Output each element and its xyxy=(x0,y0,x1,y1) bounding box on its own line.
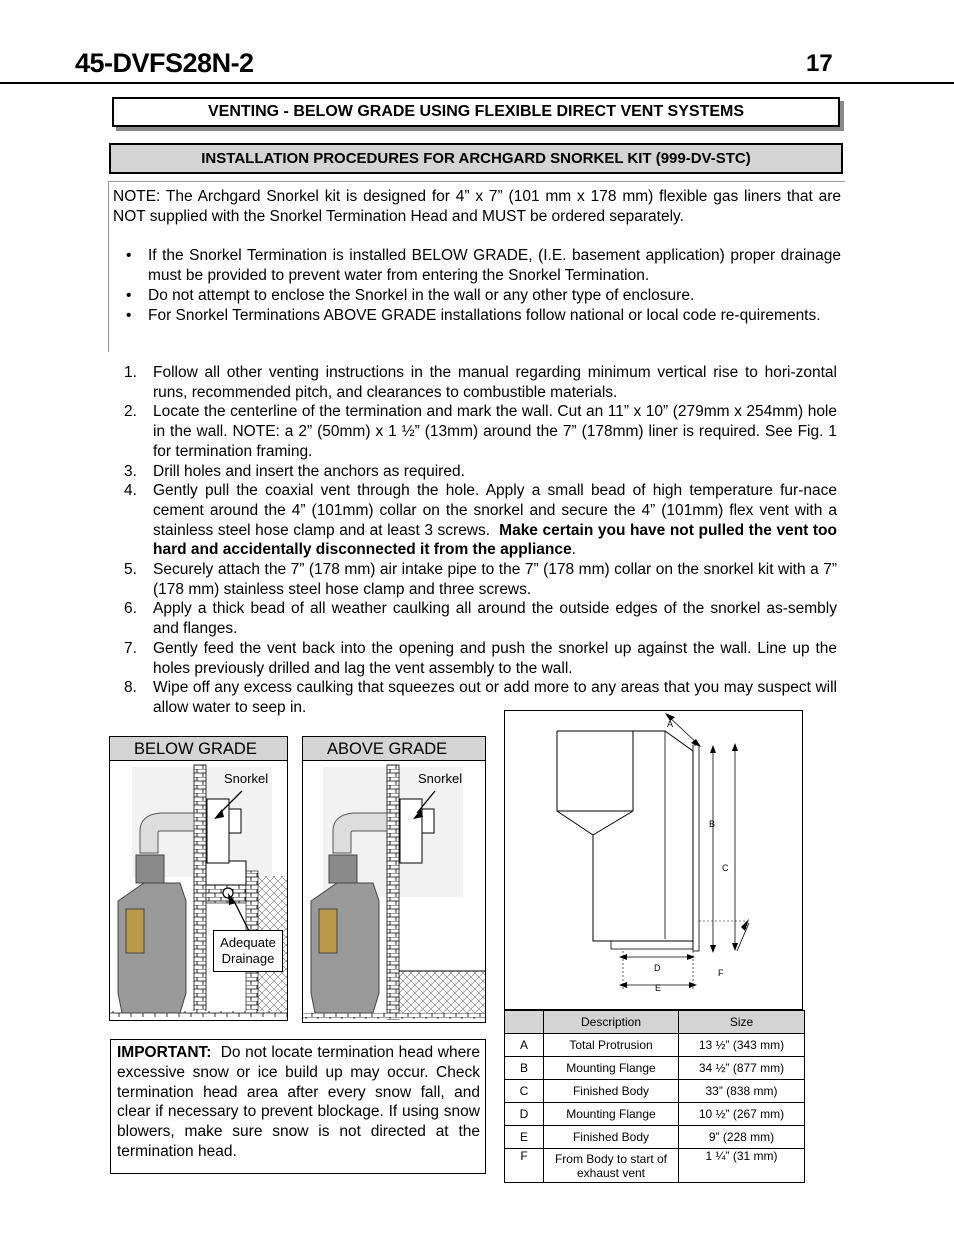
step-item: 1. Follow all other venting instructions in the manual regarding minimum vertical rise to hori-zontal runs, recommended pitch, and clearances to combustible materials. xyxy=(124,364,837,401)
snorkel-dimension-drawing xyxy=(505,711,802,1009)
drainage-label: Adequate Drainage xyxy=(213,930,283,972)
column-header: Size xyxy=(679,1011,805,1034)
label-e: E xyxy=(655,983,662,993)
bullet-dot: • xyxy=(126,287,132,304)
header-divider xyxy=(0,82,954,84)
model-number: 45-DVFS28N-2 xyxy=(75,48,254,78)
warning-bullet-list xyxy=(113,246,841,326)
below-grade-title: BELOW GRADE xyxy=(110,737,287,761)
step-item: 4. Gently pull the coaxial vent through the hole. Apply a small bead of high temperature fur-nace cement around the 4” (101mm) collar on the snorkel and secure the 4” (101mm) flex vent with a stainless steel hose clamp and at least 3 screws. Make certain you have not pulled the vent too hard and accidentally disconnected it from the appliance. xyxy=(124,482,837,559)
label-f: F xyxy=(718,968,724,978)
table-row: C Finished Body 33” (838 mm) xyxy=(505,1080,805,1103)
bullet-dot: • xyxy=(126,247,132,264)
table-header-row xyxy=(505,1011,805,1034)
important-text: Do not locate termination head where excessive snow or ice build up may occur. Check termination head area after every snow fall, and clear if necessary to prevent blockage. If using snow blowers, make sure snow is not directed at the termination head. xyxy=(117,1044,480,1160)
table-row: E Finished Body 9” (228 mm) xyxy=(505,1126,805,1149)
above-grade-title: ABOVE GRADE xyxy=(303,737,485,761)
important-lead: IMPORTANT: xyxy=(117,1044,212,1061)
page-number: 17 xyxy=(806,50,833,77)
bullet-dot: • xyxy=(126,307,132,324)
bold-warning: Make certain you have not pulled the vent too hard and accidentally disconnected it from the appliance xyxy=(153,521,837,559)
table-row: F From Body to start of exhaust vent 1 ¼” (31 mm) xyxy=(505,1149,805,1183)
bullet-item: • For Snorkel Terminations ABOVE GRADE installations follow national or local code re-quirements. xyxy=(126,307,821,324)
label-d: D xyxy=(654,963,661,973)
above-grade-snorkel-label: Snorkel xyxy=(418,771,463,786)
table-row: D Mounting Flange 10 ½” (267 mm) xyxy=(505,1103,805,1126)
step-item: 5. Securely attach the 7” (178 mm) air intake pipe to the 7” (178 mm) collar on the snorkel kit with a 7” (178 mm) stainless steel hose clamp and three screws. xyxy=(124,561,837,598)
bullet-item: • Do not attempt to enclose the Snorkel in the wall or any other type of enclosure. xyxy=(126,287,695,304)
above-grade-illustration xyxy=(303,761,485,1022)
step-item: 3. Drill holes and insert the anchors as required. xyxy=(124,462,465,480)
step-item: 2. Locate the centerline of the termination and mark the wall. Cut an 11” x 10” (279mm x 254mm) hole in the wall. NOTE: a 2” (50mm) x 1 ½” (13mm) around the 7” (178mm) liner is required. See Fig. 1 for termination framing. xyxy=(124,403,837,460)
section-title: VENTING - BELOW GRADE USING FLEXIBLE DIRECT VENT SYSTEMS xyxy=(112,97,840,127)
table-row: B Mounting Flange 34 ½” (877 mm) xyxy=(505,1057,805,1080)
column-header xyxy=(505,1011,544,1034)
step-item: 7. Gently feed the vent back into the opening and push the snorkel up against the wall. Line up the holes previously drilled and lag the vent assembly to the wall. xyxy=(124,639,837,677)
important-notice xyxy=(110,1039,486,1174)
table-row: A Total Protrusion 13 ½” (343 mm) xyxy=(505,1034,805,1057)
dimension-table xyxy=(504,1010,805,1183)
label-c: C xyxy=(722,863,729,873)
subsection-title: INSTALLATION PROCEDURES FOR ARCHGARD SNORKEL KIT (999-DV-STC) xyxy=(109,143,843,174)
below-grade-figure xyxy=(109,736,288,1021)
dimension-diagram xyxy=(504,710,803,1010)
label-b: B xyxy=(709,819,716,829)
step-item: 6. Apply a thick bead of all weather caulking all around the outside edges of the snorkel as-sembly and flanges. xyxy=(124,600,837,638)
note-text: NOTE: The Archgard Snorkel kit is designed for 4” x 7” (101 mm x 178 mm) flexible gas liners that are NOT supplied with the Snorkel Termination Head and MUST be ordered separately. xyxy=(113,188,841,225)
below-grade-illustration xyxy=(110,761,287,1020)
column-header: Description xyxy=(544,1011,679,1034)
installation-steps xyxy=(113,363,837,718)
below-grade-snorkel-label: Snorkel xyxy=(224,771,269,786)
above-grade-figure xyxy=(302,736,486,1023)
bullet-item: • If the Snorkel Termination is installed BELOW GRADE, (I.E. basement application) proper drainage must be provided to prevent water from entering the Snorkel Termination. xyxy=(126,247,841,284)
label-a: A xyxy=(667,719,674,729)
step-item: 8. Wipe off any excess caulking that squeezes out or add more to any areas that you may suspect will allow water to seep in. xyxy=(124,679,837,716)
